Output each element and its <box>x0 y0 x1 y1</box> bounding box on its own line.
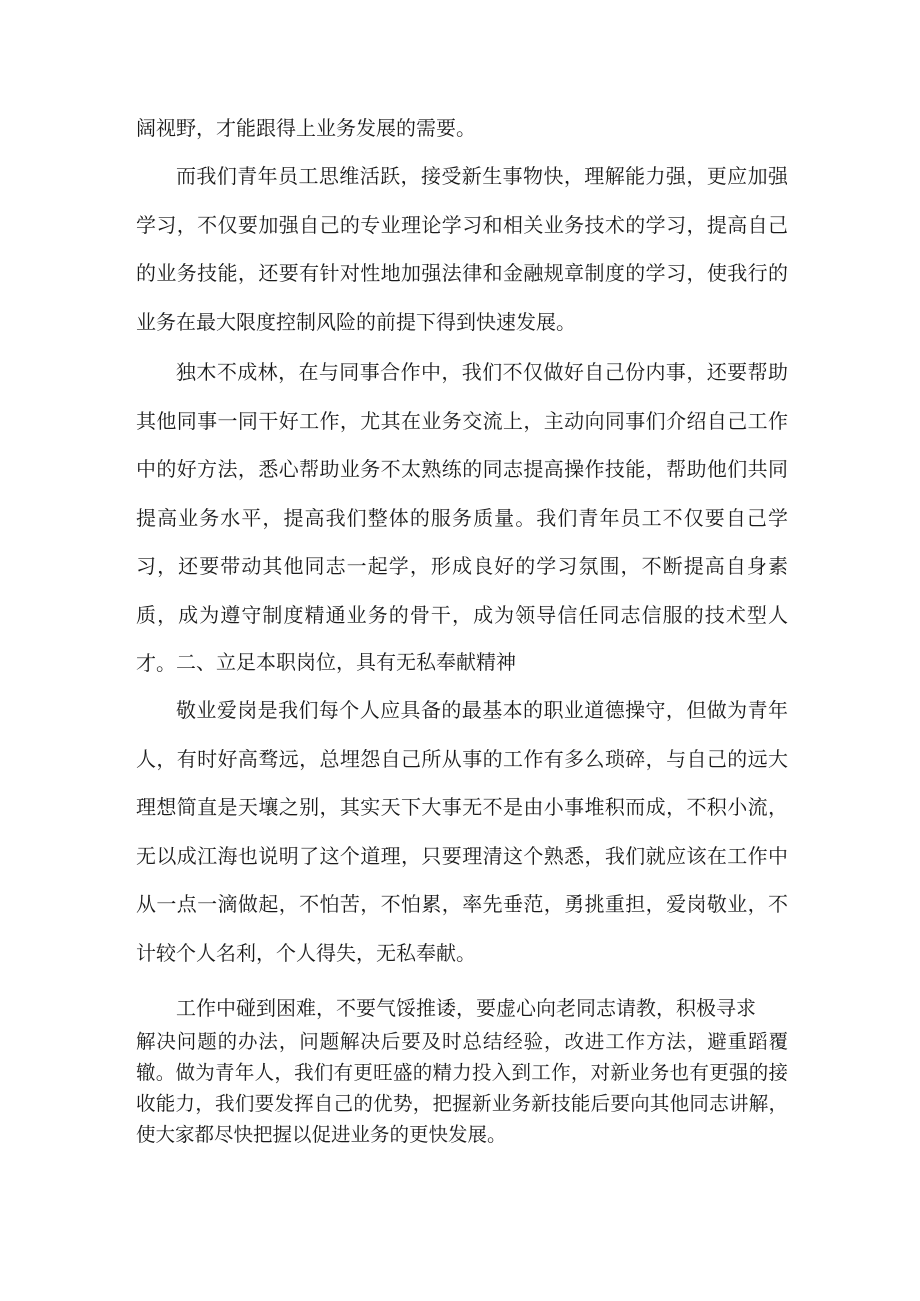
paragraph-difficulty: 工作中碰到困难，不要气馁推诿，要虚心向老同志请教，积极寻求 <box>176 996 756 1020</box>
paragraph-continuation: 阔视野，才能跟得上业务发展的需要。 <box>136 116 476 140</box>
paragraph-7-block <box>136 1026 788 1150</box>
paragraph-4-block <box>136 638 788 687</box>
paragraph-solution: 解决问题的办法，问题解决后要及时总结经验，改进工作方法，避重蹈覆辙。做为青年人，我们有更旺盛的精力投入到工作，对新业务也有更强的接收能力，我们要发挥自己的优势，把握新业务新技能后要向其他同志讲解，使大家都尽快把握以促进业务的更快发展。 <box>136 1030 788 1146</box>
paragraph-learning: 而我们青年员工思维活跃，接受新生事物快，理解能力强，更应加强学习，不仅要加强自己的专业理论学习和相关业务技术的学习，提高自己的业务技能，还要有针对性地加强法律和金融规章制度的学习，使我行的业务在最大限度控制风险的前提下得到快速发展。 <box>136 164 788 334</box>
paragraph-1-block <box>136 104 788 153</box>
section-heading: 二、立足本职岗位，具有无私奉献精神 <box>176 650 516 674</box>
paragraph-2-block <box>136 152 788 346</box>
paragraph-teamwork: 独木不成林，在与同事合作中，我们不仅做好自己份内事，还要帮助其他同事一同干好工作，尤其在业务交流上，主动向同事们介绍自己工作中的好方法，悉心帮助业务不太熟练的同志提高操作技能，帮助他们共同提高业务水平，提高我们整体的服务质量。我们青年员工不仅要自己学习，还要带动其他同志一起学，形成良好的学习氛围，不断提高自身素质，成为遵守制度精通业务的骨干，成为领导信任同志信服的技术型人才。 <box>136 360 788 675</box>
paragraph-3-block <box>136 348 788 688</box>
paragraph-dedication: 敬业爱岗是我们每个人应具备的最基本的职业道德操守，但做为青年人，有时好高骛远，总埋怨自己所从事的工作有多么琐碎，与自己的远大理想简直是天壤之别，其实天下大事无不是由小事堆积而成，不积小流，无以成江海也说明了这个道理，只要理清这个熟悉，我们就应该在工作中从一点一滴做起，不怕苦，不怕累，率先垂范，勇挑重担，爱岗敬业，不计较个人名利，个人得失，无私奉献。 <box>136 698 788 965</box>
paragraph-5-block <box>136 686 788 977</box>
